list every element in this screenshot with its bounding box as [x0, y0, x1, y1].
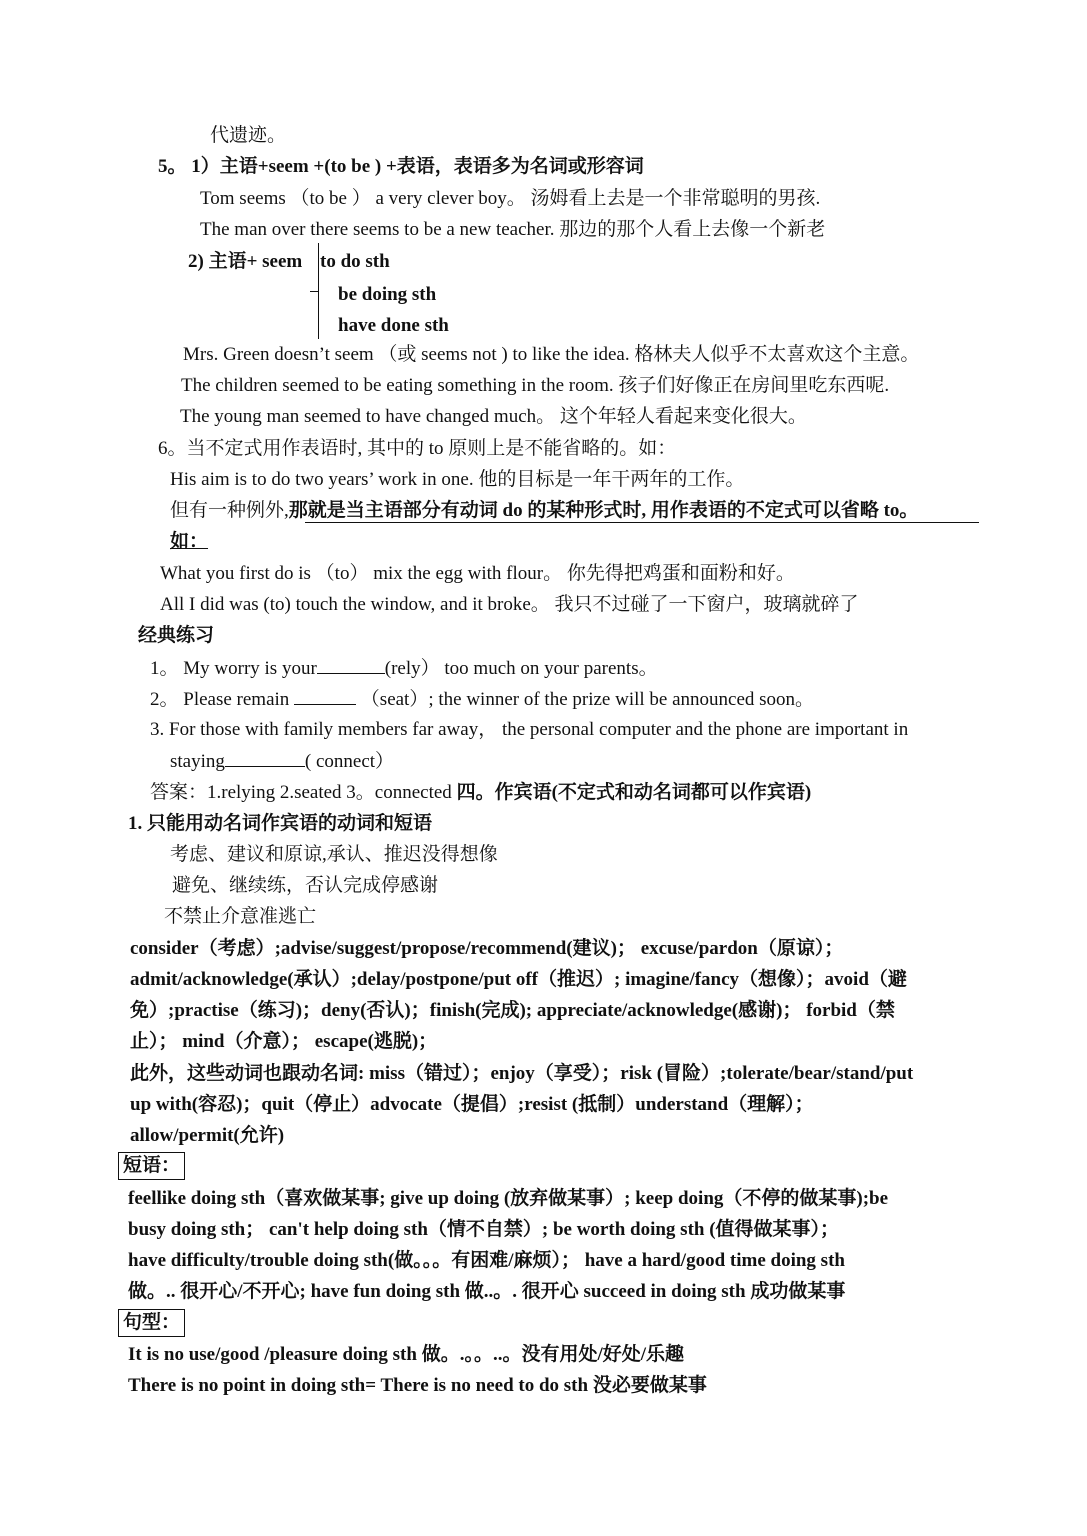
- answer-blank: [317, 656, 385, 674]
- text-line: 代遗迹。: [210, 125, 287, 146]
- pattern-line: It is no use/good /pleasure doing sth 做。.。。..。没有用处/好处/乐趣: [128, 1344, 685, 1365]
- rule-6-heading: 6。当不定式用作表语时, 其中的 to 原则上是不能省略的。如：: [158, 438, 677, 459]
- exercise-item: 3. For those with family members far away， the personal computer and the phone are important in: [150, 719, 909, 740]
- exercise-text: 1。 My worry is your: [150, 658, 317, 679]
- exercise-item: [150, 687, 814, 712]
- verb-list-line: up with(容忍)；quit（停止）advocate（提倡）;resist (抵制）understand（理解）；: [130, 1094, 814, 1115]
- verb-list-line: admit/acknowledge(承认）;delay/postpone/put off（推迟）; imagine/fancy（想像）；avoid（避: [130, 969, 907, 990]
- exercise-text: （seat）; the winner of the prize will be announced soon。: [360, 689, 815, 710]
- phrase-line: 做。.. 很开心/不开心; have fun doing sth 做..。. 很开心 succeed in doing sth 成功做某事: [128, 1281, 846, 1302]
- pattern-option: have done sth: [338, 315, 449, 336]
- bracket: [318, 243, 319, 339]
- exercise-item: [170, 749, 394, 774]
- example-sentence: The man over there seems to be a new teacher. 那边的那个人看上去像一个新老: [200, 219, 826, 240]
- subsection-heading: 1. 只能用动名词作宾语的动词和短语: [128, 813, 433, 834]
- pattern-line: There is no point in doing sth= There is no need to do sth 没必要做某事: [128, 1375, 707, 1396]
- exercise-text: (rely） too much on your parents。: [384, 658, 658, 679]
- pattern-option: to do sth: [320, 251, 390, 272]
- example-sentence: His aim is to do two years’ work in one. 他的目标是一年干两年的工作。: [170, 469, 745, 490]
- exercise-item: [150, 656, 658, 681]
- sentence-patterns-label: 句型：: [118, 1309, 185, 1337]
- exception-lead: 但有一种例外,: [170, 500, 289, 521]
- example-sentence: The children seemed to be eating something in the room. 孩子们好像正在房间里吃东西呢.: [181, 375, 890, 396]
- underline: [305, 522, 979, 523]
- answer-blank: [294, 687, 356, 705]
- answer-blank: [225, 749, 305, 767]
- answers: 答案：1.relying 2.seated 3。connected: [150, 782, 452, 803]
- exercise-text: staying: [170, 751, 225, 772]
- exception-note: [170, 499, 918, 523]
- bracket-tick: [310, 291, 318, 292]
- phrase-line: busy doing sth； can't help doing sth（情不自禁）; be worth doing sth (值得做某事）；: [128, 1219, 840, 1240]
- verb-list-line: 免）;practise（练习)；deny(否认)；finish(完成); appreciate/acknowledge(感谢)； forbid（禁: [130, 1000, 895, 1021]
- example-sentence: The young man seemed to have changed much。 这个年轻人看起来变化很大。: [180, 406, 807, 427]
- example-sentence: What you first do is （to） mix the egg with flour。 你先得把鸡蛋和面粉和好。: [160, 563, 795, 584]
- exception-rule: 那就是当主语部分有动词 do 的某种形式时, 用作表语的不定式可以省略 to。: [288, 500, 919, 521]
- verb-list-line: consider（考虑）;advise/suggest/propose/recommend(建议)； excuse/pardon（原谅）；: [130, 938, 844, 959]
- exercise-text: ( connect）: [304, 751, 395, 772]
- phrases-label: 短语：: [118, 1152, 185, 1180]
- verb-list-line: allow/permit(允许): [130, 1125, 285, 1146]
- exercise-text: 2。 Please remain: [150, 689, 290, 710]
- pattern-option: be doing sth: [338, 284, 437, 305]
- rule-5-heading: 5。 1）主语+seem +(to be ) +表语，表语多为名词或形容词: [158, 156, 644, 177]
- example-sentence: Tom seems （to be ） a very clever boy。 汤姆看上去是一个非常聪明的男孩.: [200, 188, 821, 209]
- rule-5-2-heading: 2) 主语+ seem: [188, 251, 303, 272]
- example-sentence: All I did was (to) touch the window, and it broke。 我只不过碰了一下窗户，玻璃就碎了: [160, 594, 859, 615]
- answers-line: [150, 781, 811, 805]
- verb-list-line: 此外，这些动词也跟动名词: miss（错过）；enjoy（享受）；risk (冒险）;tolerate/bear/stand/put: [130, 1063, 914, 1084]
- verb-list-line: 止）； mind（介意）； escape(逃脱)；: [130, 1031, 438, 1052]
- phrase-line: feellike doing sth（喜欢做某事; give up doing (放弃做某事）; keep doing（不停的做某事);be: [128, 1188, 889, 1209]
- mnemonic-line: 考虑、建议和原谅,承认、推迟没得想像: [170, 844, 498, 865]
- example-sentence: Mrs. Green doesn’t seem （或 seems not ) to like the idea. 格林夫人似乎不太喜欢这个主意。: [183, 344, 920, 365]
- exception-example-label: 如：: [170, 531, 209, 552]
- section-heading: 经典练习: [138, 625, 215, 646]
- mnemonic-line: 避免、继续练，否认完成停感谢: [172, 875, 439, 896]
- mnemonic-line: 不禁止介意准逃亡: [164, 906, 317, 927]
- section-heading: 四。作宾语(不定式和动名词都可以作宾语): [456, 782, 812, 803]
- phrase-line: have difficulty/trouble doing sth(做。。。有困难/麻烦）； have a hard/good time doing sth: [128, 1250, 845, 1271]
